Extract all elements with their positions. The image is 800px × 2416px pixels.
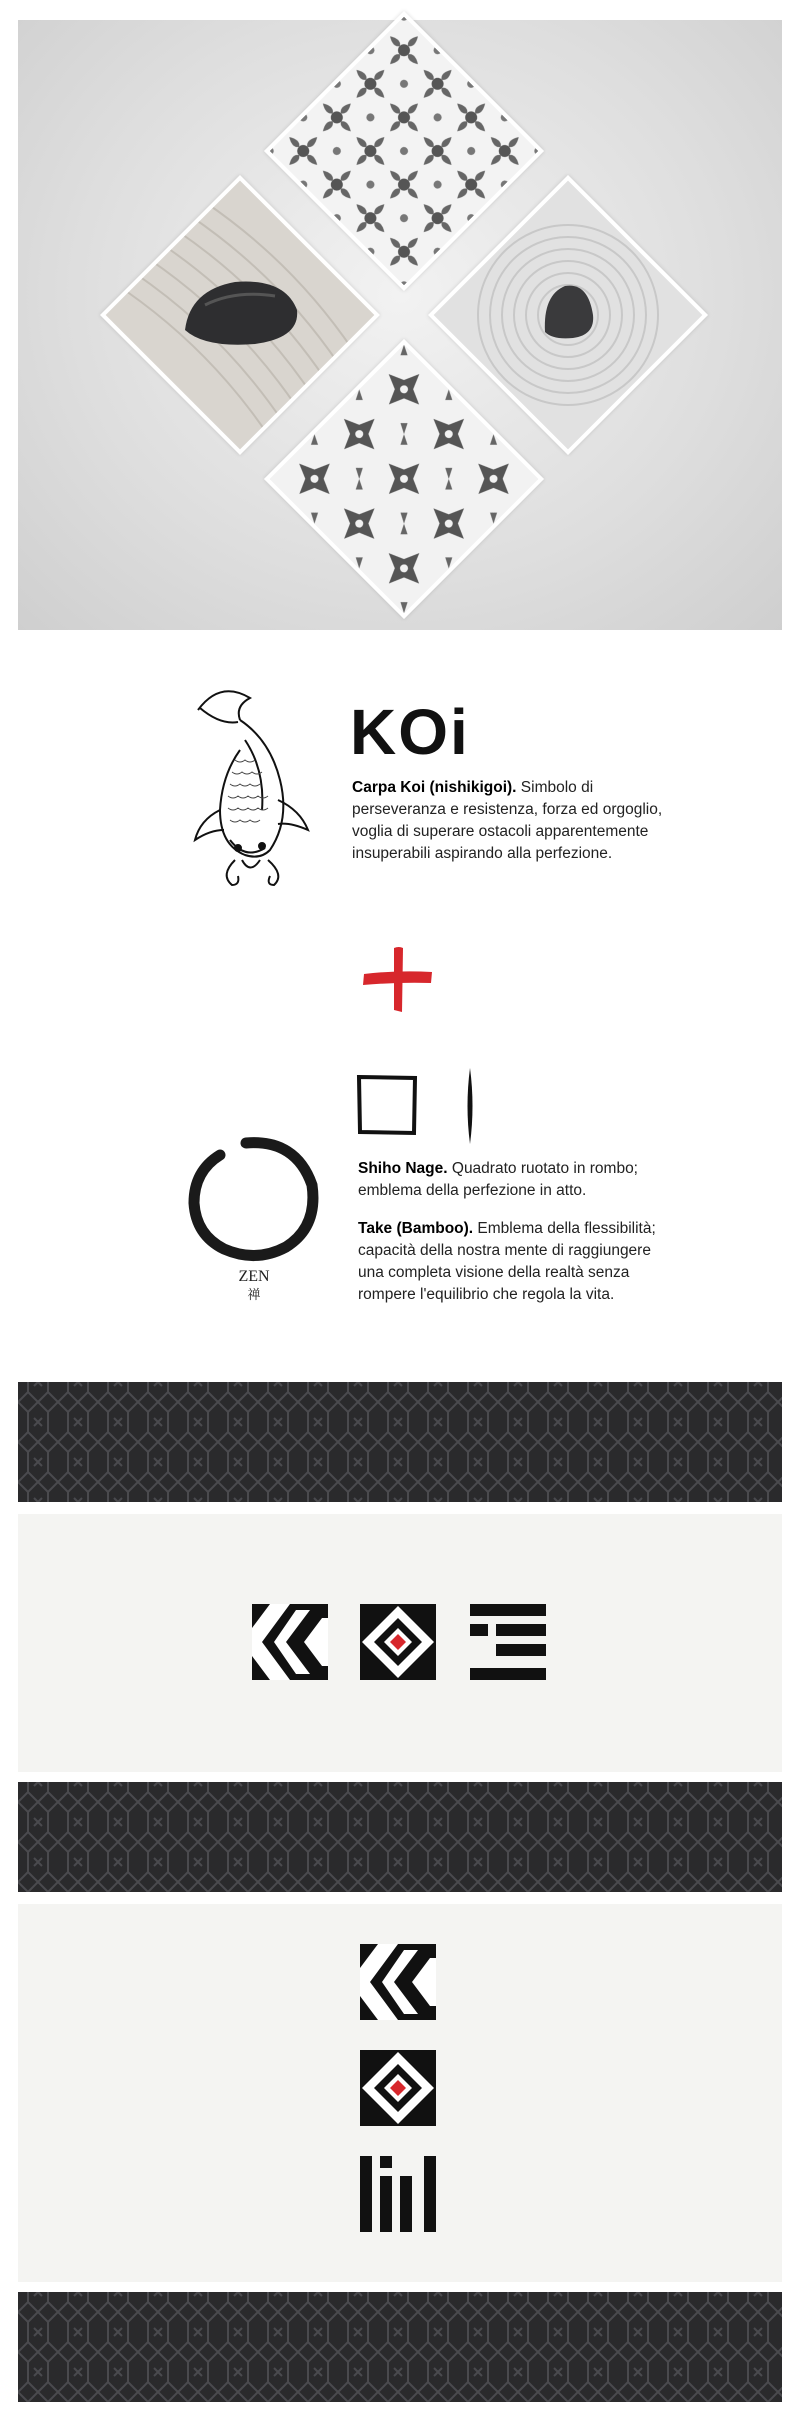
square-brush-icon bbox=[355, 1073, 419, 1137]
enso-kanji: 禅 bbox=[247, 1288, 261, 1301]
enso-circle-icon bbox=[186, 1135, 322, 1301]
take-bamboo-text: Emblema della flessibilità; capacità della nostra mente di raggiungere una completa visione della realtà senza rompere l'equilibrio che regola la vita. bbox=[358, 1220, 656, 1303]
hero-image-composition bbox=[18, 20, 782, 630]
bamboo-stroke-icon bbox=[464, 1068, 476, 1144]
koi-description-text: Simbolo di perseveranza e resistenza, forza ed orgoglio, voglia di superare ostacoli apparentemente insuperabili aspirando alla perfezione. bbox=[352, 779, 663, 862]
i-stripes-mark bbox=[470, 1604, 546, 1680]
shiho-nage-bold: Shiho Nage. bbox=[358, 1160, 448, 1177]
koi-logo-mark-vertical bbox=[360, 1944, 438, 2234]
pattern-band-1 bbox=[18, 1382, 782, 1502]
koi-fish-illustration bbox=[190, 680, 320, 895]
k-chevron-mark bbox=[252, 1604, 328, 1680]
koi-description-bold: Carpa Koi (nishikigoi). bbox=[352, 779, 517, 796]
i-bars-mark-vertical bbox=[360, 2156, 436, 2232]
koi-logo-mark-horizontal bbox=[252, 1604, 547, 1682]
koi-description bbox=[352, 777, 672, 865]
enso-label: ZEN bbox=[238, 1268, 270, 1285]
koi-title: KOi bbox=[350, 696, 470, 768]
pattern-band-3 bbox=[18, 2292, 782, 2402]
o-diamond-mark-vertical bbox=[360, 2050, 436, 2126]
k-chevron-mark-vertical bbox=[360, 1944, 436, 2020]
o-diamond-mark bbox=[360, 1604, 436, 1680]
take-bamboo-bold: Take (Bamboo). bbox=[358, 1220, 474, 1237]
shiho-nage-text: Quadrato ruotato in rombo; emblema della perfezione in atto. bbox=[358, 1160, 638, 1199]
take-bamboo-description bbox=[358, 1218, 668, 1306]
red-brush-plus-icon bbox=[358, 942, 438, 1014]
pattern-band-2 bbox=[18, 1782, 782, 1892]
shiho-nage-description bbox=[358, 1158, 678, 1202]
